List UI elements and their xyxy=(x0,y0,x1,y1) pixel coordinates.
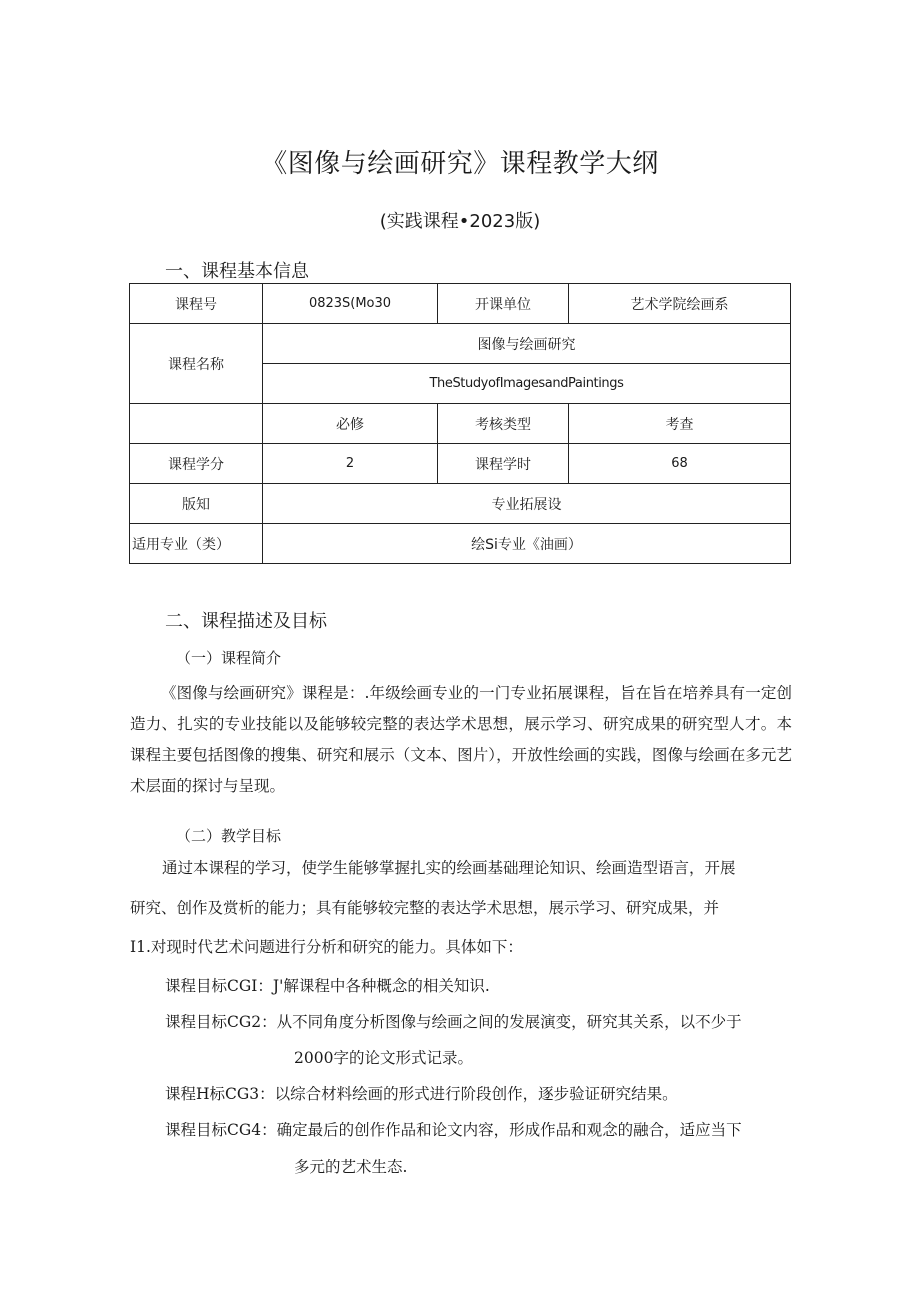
table-row xyxy=(130,484,791,524)
document-subtitle: (实践课程•2023版) xyxy=(379,211,541,232)
category-label: 版知 xyxy=(130,484,263,524)
document-title: 《图像与绘画研究》课程教学大纲 xyxy=(261,149,659,179)
section-heading-description: 二、课程描述及目标 xyxy=(165,611,327,632)
goals-text-line: 研究、创作及赏析的能力；具有能够较完整的表达学术思想，展示学习、研究成果，并 xyxy=(130,899,720,917)
hours-value: 68 xyxy=(569,444,791,484)
empty-cell xyxy=(130,404,263,444)
course-name-en: TheStudyofImagesandPaintings xyxy=(263,364,791,404)
dept-label: 开课单位 xyxy=(438,284,569,324)
dept-value: 艺术学院绘画系 xyxy=(569,284,791,324)
assessment-value: 考查 xyxy=(569,404,791,444)
assessment-label: 考核类型 xyxy=(438,404,569,444)
subheading-goals: （二）教学目标 xyxy=(176,827,282,845)
major-label: 适用专业（类） xyxy=(130,524,263,564)
course-name-cn: 图像与绘画研究 xyxy=(263,324,791,364)
major-value: 绘Si专业《油画） xyxy=(263,524,791,564)
course-name-label: 课程名称 xyxy=(130,324,263,404)
goal-item-cg4: 课程目标CG4：确定最后的创作作品和论文内容，形成作品和观念的融合，适应当下 xyxy=(165,1121,742,1139)
subheading-intro: （一）课程简介 xyxy=(176,649,282,667)
goal-item-cg2: 课程目标CG2：从不同角度分析图像与绘画之间的发展演变，研究其关系，以不少于 xyxy=(165,1013,742,1031)
course-no-label: 课程号 xyxy=(130,284,263,324)
course-info-table xyxy=(129,283,791,564)
table-row xyxy=(130,324,791,364)
goals-text-line: 通过本课程的学习，使学生能够掌握扎实的绘画基础理论知识、绘画造型语言，开展 xyxy=(162,859,736,877)
table-row xyxy=(130,404,791,444)
credits-value: 2 xyxy=(263,444,438,484)
hours-label: 课程学时 xyxy=(438,444,569,484)
goal-item-cg2-cont: 2000字的论文形式记录。 xyxy=(294,1049,473,1067)
category-value: 专业拓展设 xyxy=(263,484,791,524)
section-heading-basic-info: 一、课程基本信息 xyxy=(165,261,309,282)
goal-item-cg1: 课程目标CGI：J'解课程中各种概念的相关知识. xyxy=(165,977,490,995)
course-no-value: 0823S(Mo30 xyxy=(263,284,438,324)
required-value: 必修 xyxy=(263,404,438,444)
table-row xyxy=(130,524,791,564)
credits-label: 课程学分 xyxy=(130,444,263,484)
goals-text-line: I1.对现时代艺术问题进行分析和研究的能力。具体如下： xyxy=(130,938,523,956)
table-row xyxy=(130,284,791,324)
goal-item-cg3: 课程H标CG3：以综合材料绘画的形式进行阶段创作，逐步验证研究结果。 xyxy=(165,1085,678,1103)
table-row xyxy=(130,444,791,484)
intro-paragraph: 《图像与绘画研究》课程是：.年级绘画专业的一门专业拓展课程，旨在旨在培养具有一定创造力、扎实的专业技能以及能够较完整的表达学术思想，展示学习、研究成果的研究型人才。本课程主要包括图像的搜集、研究和展示（文本、图片），开放性绘画的实践，图像与绘画在多元艺术层面的探讨与呈现。 xyxy=(130,684,792,795)
goal-item-cg4-cont: 多元的艺术生态. xyxy=(294,1158,408,1176)
